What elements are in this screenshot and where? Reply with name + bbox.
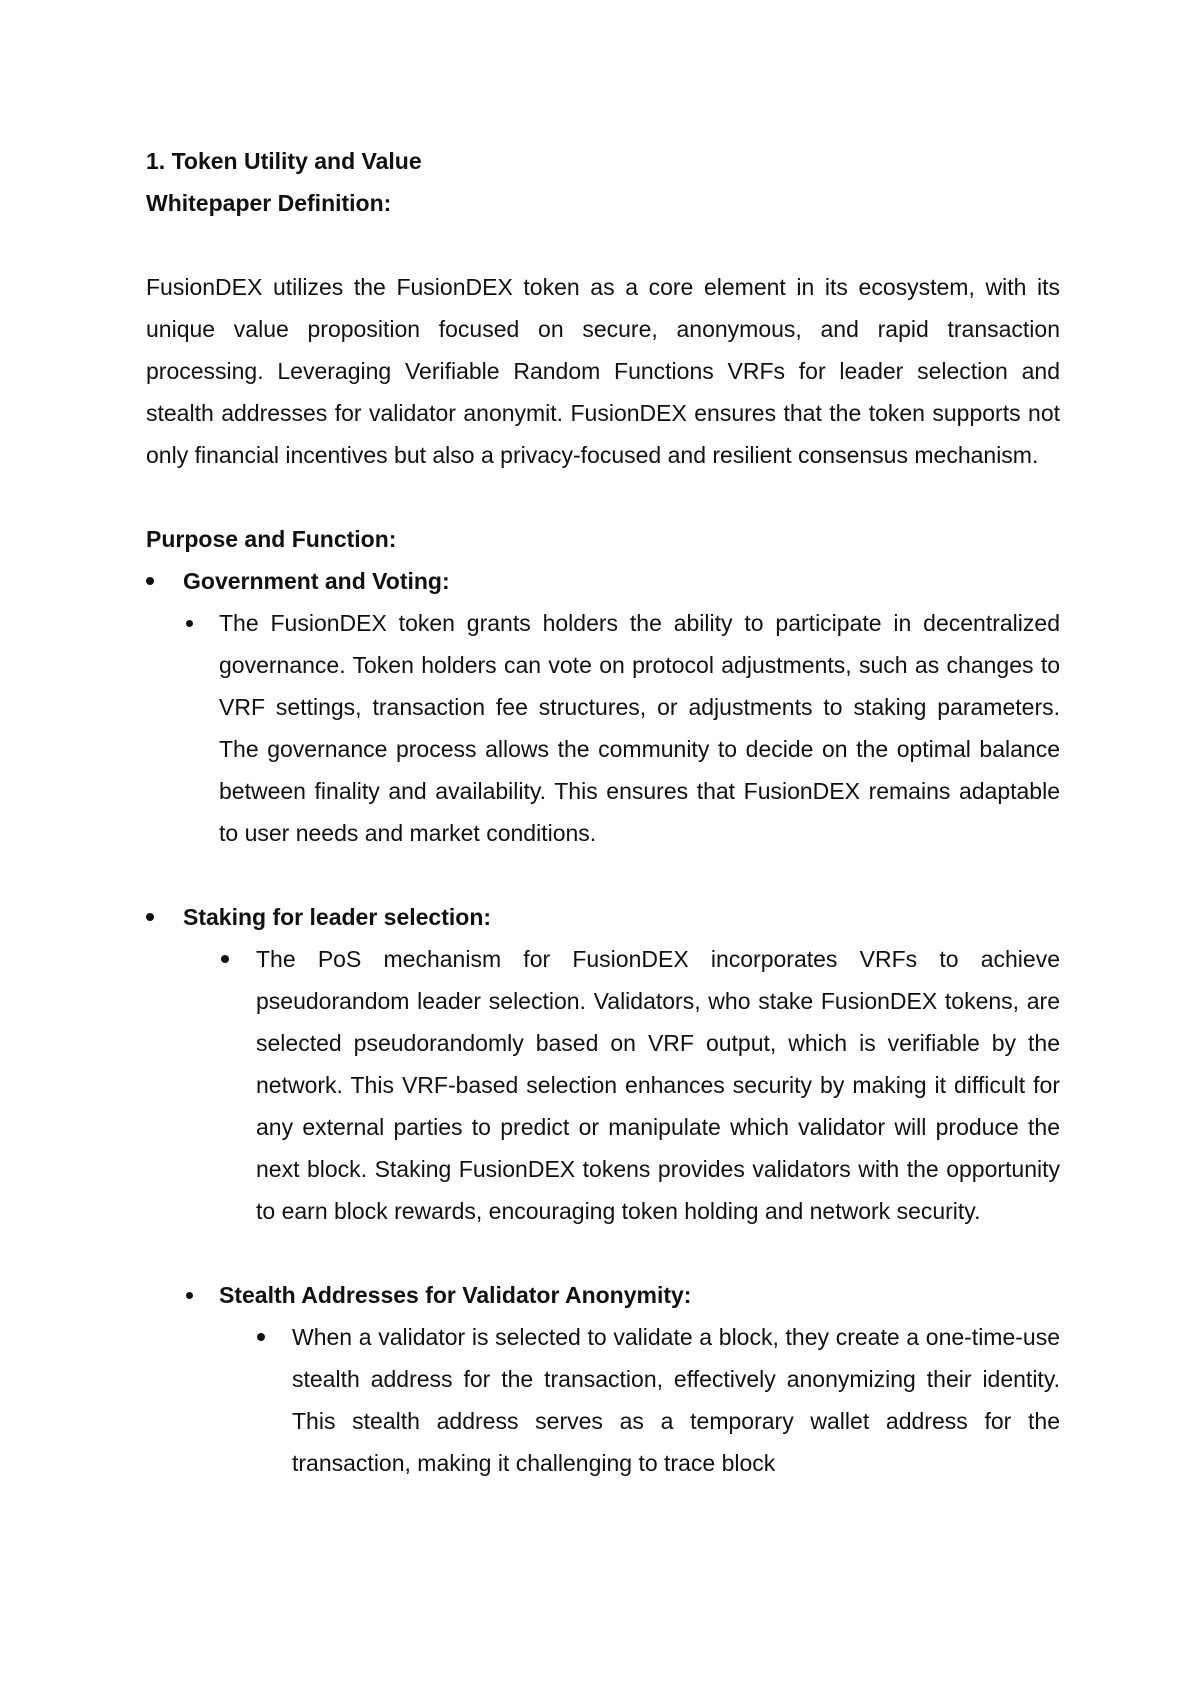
governance-title: Government and Voting: xyxy=(183,568,450,594)
bullet-dot-icon xyxy=(146,913,154,921)
governance-body: The FusionDEX token grants holders the ability to participate in decentralized governance. Token holders can vote on protocol adjustments, such as changes to VRF settings, transaction fee structures, or adjustments to staking parameters. The governance process allows the community to decide on the optimal balance between finality and availability. This ensures that FusionDEX remains adaptable to user needs and market conditions. xyxy=(219,610,1060,846)
spacer xyxy=(146,476,1060,518)
stealth-body: When a validator is selected to validate a block, they create a one-time-use stealth address for the transaction, effectively anonymizing their identity. This stealth address serves as a temporary wallet address for the transaction, making it challenging to trace block xyxy=(292,1324,1060,1476)
bullet-staking-body xyxy=(146,938,1060,1232)
spacer xyxy=(146,1232,1060,1274)
staking-title: Staking for leader selection: xyxy=(183,904,492,930)
bullet-dot-icon xyxy=(146,577,154,585)
bullet-dot-icon xyxy=(186,620,193,627)
bullet-dot-icon xyxy=(186,1292,193,1299)
spacer xyxy=(146,854,1060,896)
bullet-governance-body xyxy=(146,602,1060,854)
intro-paragraph: FusionDEX utilizes the FusionDEX token as a core element in its ecosystem, with its unique value proposition focused on secure, anonymous, and rapid transaction processing. Leveraging Verifiable Random Functions VRFs for leader selection and stealth addresses for validator anonymit. FusionDEX ensures that the token supports not only financial incentives but also a privacy-focused and resilient consensus mechanism. xyxy=(146,274,1060,468)
bullet-dot-icon xyxy=(257,1333,265,1341)
bullet-stealth-body xyxy=(146,1316,1060,1484)
document-page xyxy=(146,140,1060,1484)
stealth-title: Stealth Addresses for Validator Anonymity: xyxy=(219,1282,692,1308)
bullet-dot-icon xyxy=(221,955,229,963)
bullet-governance-title xyxy=(146,560,1060,602)
section-subtitle: Whitepaper Definition: xyxy=(146,190,392,216)
spacer xyxy=(146,224,1060,266)
bullet-stealth-title xyxy=(146,1274,1060,1316)
section-title: 1. Token Utility and Value xyxy=(146,148,422,174)
bullet-staking-title xyxy=(146,896,1060,938)
staking-body: The PoS mechanism for FusionDEX incorporates VRFs to achieve pseudorandom leader selection. Validators, who stake FusionDEX tokens, are selected pseudorandomly based on VRF output, which is verifiable by the network. This VRF-based selection enhances security by making it difficult for any external parties to predict or manipulate which validator will produce the next block. Staking FusionDEX tokens provides validators with the opportunity to earn block rewards, encouraging token holding and network security. xyxy=(256,946,1060,1224)
purpose-heading: Purpose and Function: xyxy=(146,526,397,552)
